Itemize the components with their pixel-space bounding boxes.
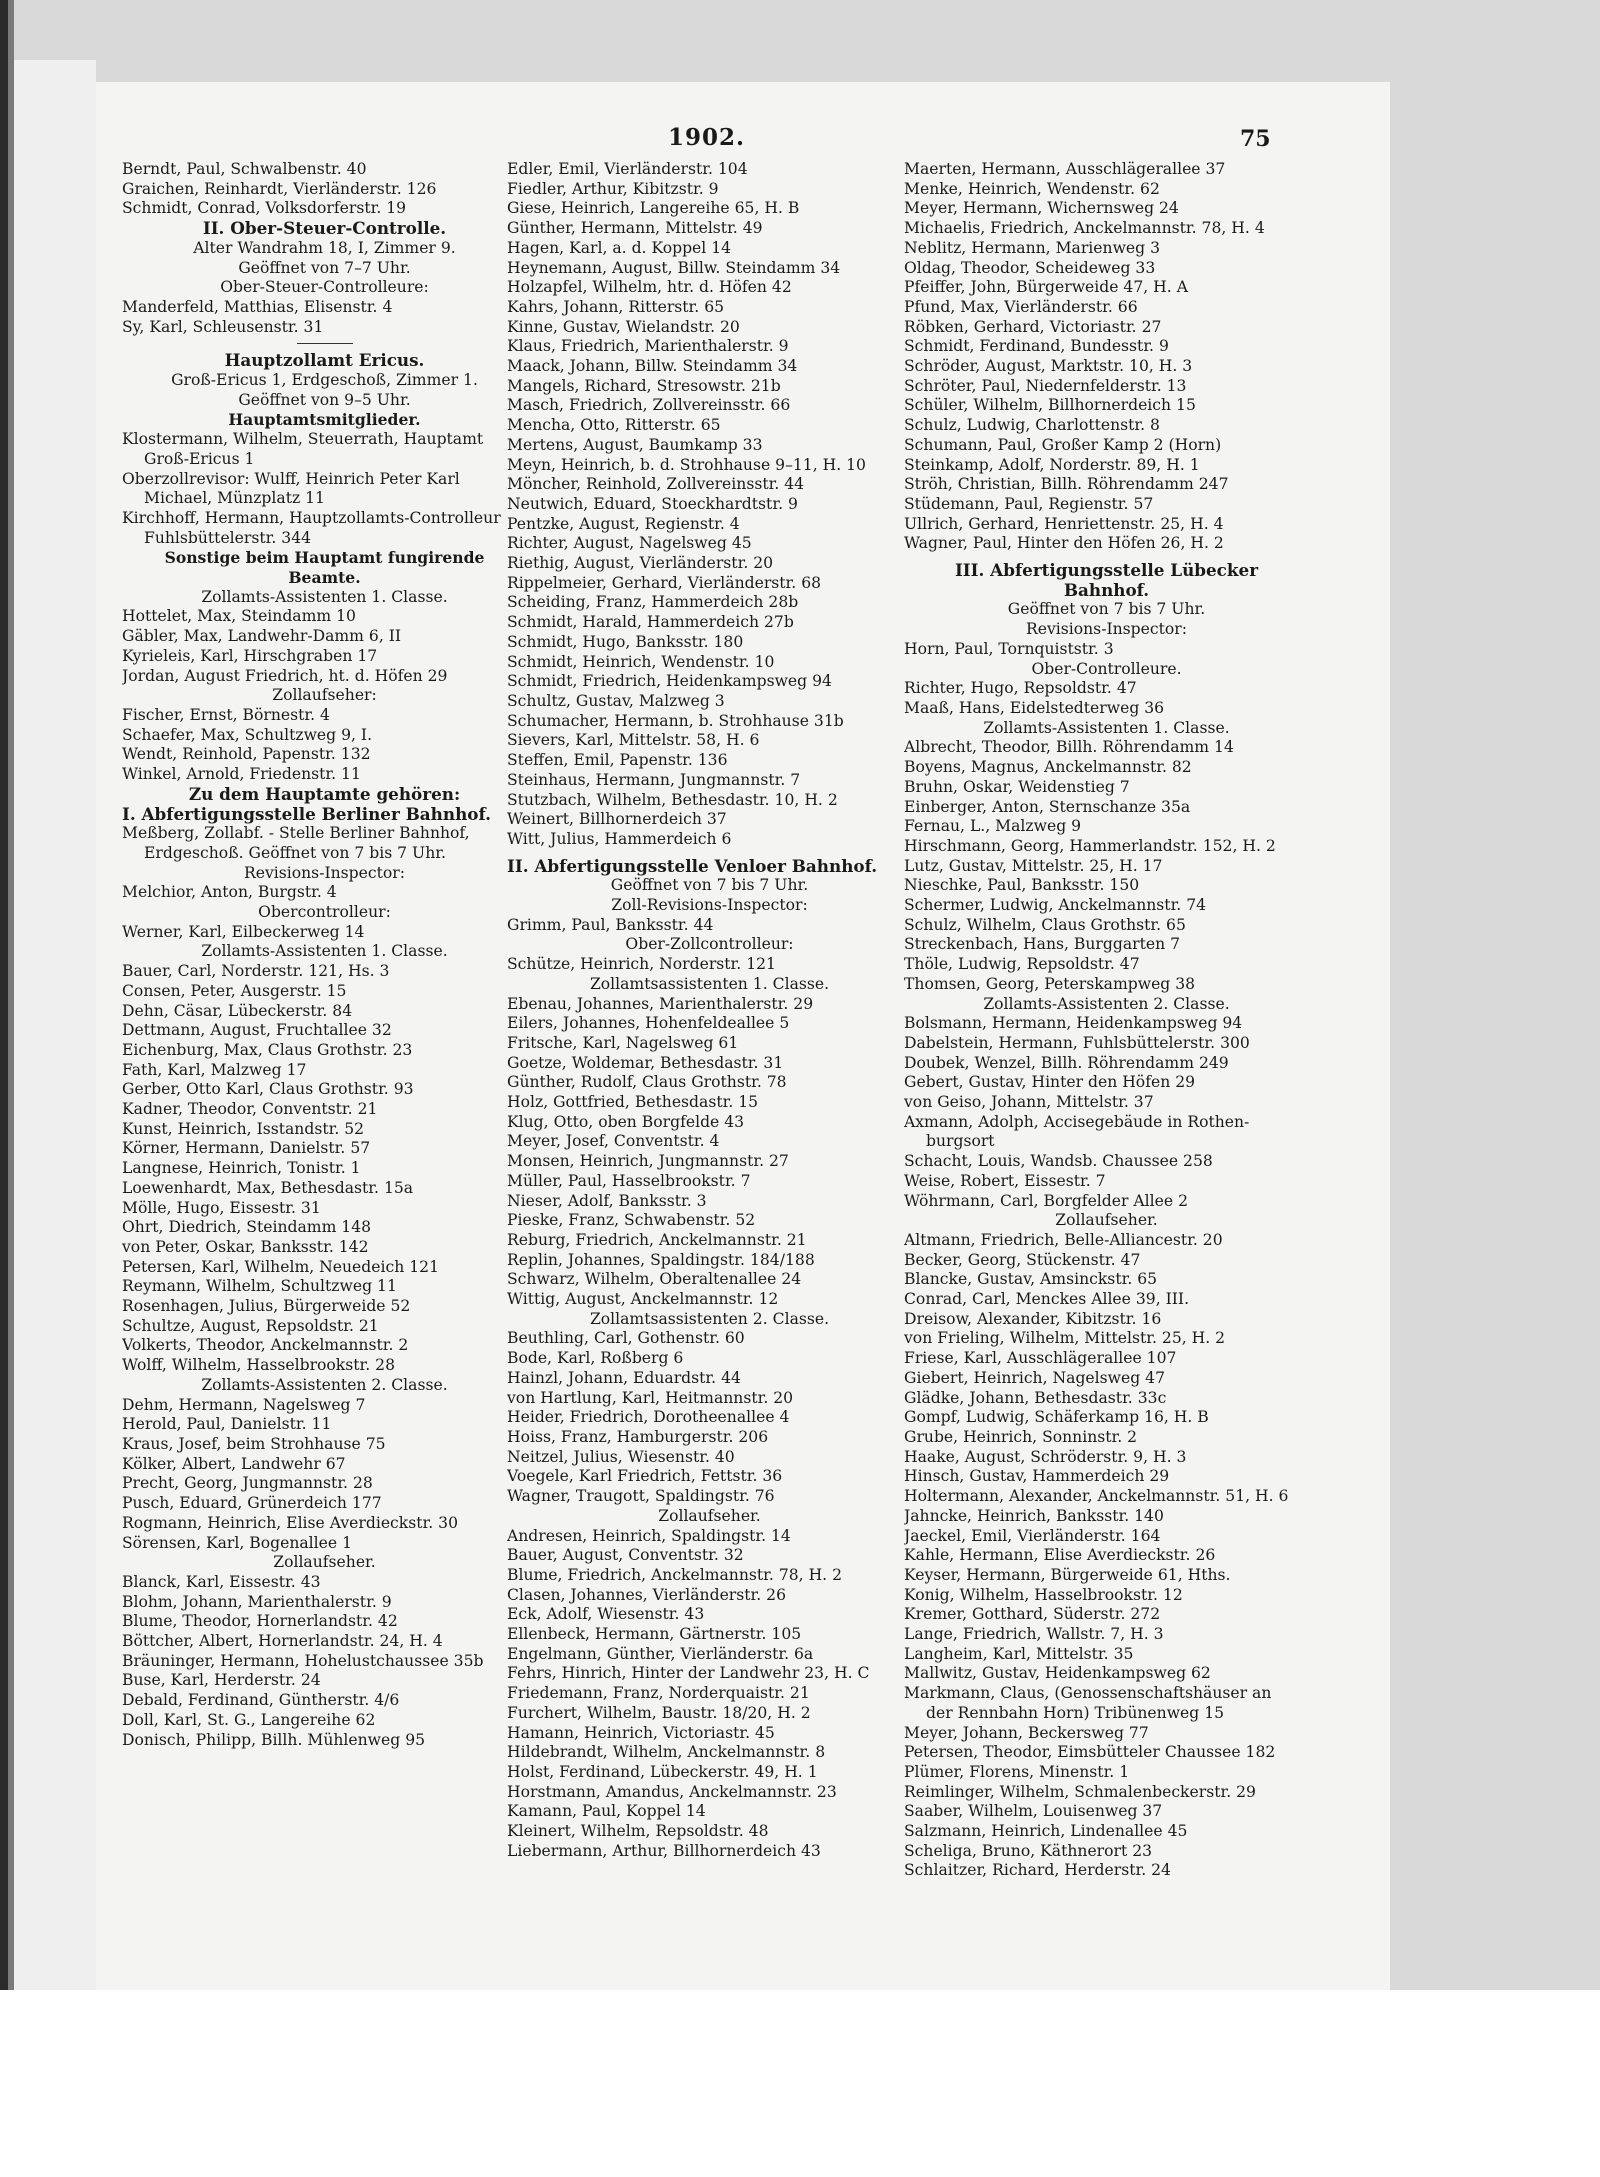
section-heading: I. Abfertigungsstelle Berliner Bahnhof.: [122, 804, 491, 824]
directory-line: Kremer, Gotthard, Süderstr. 272: [904, 1605, 1161, 1624]
directory-line: von Frieling, Wilhelm, Mittelstr. 25, H. 2: [904, 1329, 1226, 1348]
directory-line: Eilers, Johannes, Hohenfeldeallee 5: [507, 1014, 790, 1033]
directory-line: Thomsen, Georg, Peterskampweg 38: [904, 974, 1196, 993]
subheading: Hauptamtsmitglieder.: [228, 410, 421, 430]
directory-line: Donisch, Philipp, Billh. Mühlenweg 95: [122, 1730, 426, 1749]
subheading: Ober-Steuer-Controlleure:: [220, 278, 429, 297]
directory-line: Fischer, Ernst, Börnestr. 4: [122, 705, 330, 724]
directory-line: Maerten, Hermann, Ausschlägerallee 37: [904, 160, 1226, 178]
section-heading: Zu dem Hauptamte gehören:: [188, 784, 461, 804]
directory-line: Nieser, Adolf, Banksstr. 3: [507, 1191, 707, 1210]
directory-line: Eichenburg, Max, Claus Grothstr. 23: [122, 1040, 413, 1059]
directory-line: Dehn, Cäsar, Lübeckerstr. 84: [122, 1001, 353, 1020]
directory-line: Meyer, Hermann, Wichernsweg 24: [904, 199, 1179, 218]
directory-line: Schmidt, Friedrich, Heidenkampsweg 94: [507, 672, 832, 691]
directory-line: Salzmann, Heinrich, Lindenallee 45: [904, 1822, 1188, 1841]
subheading: Zollaufseher.: [273, 1553, 376, 1572]
directory-line: Kirchhoff, Hermann, Hauptzollamts-Controlleur: [122, 508, 501, 527]
directory-line: Blohm, Johann, Marienthalerstr. 9: [122, 1592, 392, 1611]
subheading: Zollamts-Assistenten 1. Classe.: [201, 942, 448, 961]
scan-binding-edge: [0, 0, 8, 1990]
directory-line: Schmidt, Conrad, Volksdorferstr. 19: [122, 199, 407, 218]
directory-line: Hottelet, Max, Steindamm 10: [122, 607, 356, 626]
directory-line: von Geiso, Johann, Mittelstr. 37: [904, 1093, 1154, 1112]
directory-line: Böttcher, Albert, Hornerlandstr. 24, H. 4: [122, 1632, 443, 1651]
directory-line: Mertens, August, Baumkamp 33: [507, 435, 763, 454]
directory-line: Stutzbach, Wilhelm, Bethesdastr. 10, H. 2: [507, 790, 838, 809]
directory-line: Pentzke, August, Regienstr. 4: [507, 514, 740, 533]
directory-line: Furchert, Wilhelm, Baustr. 18/20, H. 2: [507, 1703, 811, 1722]
directory-line: Liebermann, Arthur, Billhornerdeich 43: [507, 1841, 821, 1860]
directory-line: Schüler, Wilhelm, Billhornerdeich 15: [904, 396, 1196, 415]
directory-line: Dabelstein, Hermann, Fuhlsbüttelerstr. 300: [904, 1033, 1250, 1052]
directory-line: Kyrieleis, Karl, Hirschgraben 17: [122, 646, 378, 665]
directory-line: Rogmann, Heinrich, Elise Averdieckstr. 30: [122, 1513, 458, 1532]
subheading: Beamte.: [288, 568, 361, 588]
directory-line: Hagen, Karl, a. d. Koppel 14: [507, 238, 732, 257]
subheading: Zoll-Revisions-Inspector:: [611, 896, 808, 915]
directory-line: Ebenau, Johannes, Marienthalerstr. 29: [507, 994, 814, 1013]
directory-line: Schumacher, Hermann, b. Strohhause 31b: [507, 711, 844, 730]
directory-line: Fath, Karl, Malzweg 17: [122, 1060, 307, 1079]
subheading: Obercontrolleur:: [258, 903, 391, 922]
directory-line: Gompf, Ludwig, Schäferkamp 16, H. B: [904, 1408, 1209, 1427]
directory-line: Reimlinger, Wilhelm, Schmalenbeckerstr. 29: [904, 1782, 1256, 1801]
spacer: [904, 554, 1309, 561]
subheading: Geöffnet von 9–5 Uhr.: [238, 390, 411, 409]
subheading: Ober-Controlleure.: [1031, 659, 1182, 678]
directory-line: Grimm, Paul, Banksstr. 44: [507, 915, 714, 934]
directory-line: Schermer, Ludwig, Anckelmannstr. 74: [904, 896, 1207, 915]
directory-line: Schröter, Paul, Niedernfelderstr. 13: [904, 376, 1187, 395]
directory-line: Kadner, Theodor, Conventstr. 21: [122, 1100, 378, 1119]
directory-line: Wendt, Reinhold, Papenstr. 132: [122, 745, 371, 764]
directory-line: Mangels, Richard, Stresowstr. 21b: [507, 376, 781, 395]
directory-line: Hoiss, Franz, Hamburgerstr. 206: [507, 1428, 769, 1446]
directory-line: Holst, Ferdinand, Lübeckerstr. 49, H. 1: [507, 1762, 818, 1781]
directory-line: Klug, Otto, oben Borgfelde 43: [507, 1112, 745, 1131]
subheading: Zollamtsassistenten 1. Classe.: [589, 974, 830, 993]
directory-line-continuation: Fuhlsbüttelerstr. 344: [144, 528, 312, 547]
subheading: Sonstige beim Hauptamt fungirende: [164, 548, 485, 568]
directory-line: Kunst, Heinrich, Isstandstr. 52: [122, 1119, 365, 1138]
directory-line: Replin, Johannes, Spaldingstr. 184/188: [507, 1250, 815, 1269]
directory-line: Neitzel, Julius, Wiesenstr. 40: [507, 1447, 735, 1466]
directory-line: Blume, Friedrich, Anckelmannstr. 78, H. 2: [507, 1565, 843, 1584]
directory-line: Schröder, August, Marktstr. 10, H. 3: [904, 357, 1193, 376]
directory-line: Bode, Karl, Roßberg 6: [507, 1349, 684, 1368]
directory-line: Nieschke, Paul, Banksstr. 150: [904, 876, 1140, 895]
directory-line: Buse, Karl, Herderstr. 24: [122, 1671, 321, 1690]
directory-line-continuation: Erdgeschoß. Geöffnet von 7 bis 7 Uhr.: [144, 843, 446, 862]
directory-line: Fehrs, Hinrich, Hinter der Landwehr 23, H. C: [507, 1664, 870, 1683]
subheading: Ober-Zollcontrolleur:: [625, 935, 794, 954]
section-heading: III. Abfertigungsstelle Lübecker: [954, 561, 1259, 581]
directory-line: Schultze, August, Repsoldstr. 21: [122, 1316, 379, 1335]
directory-line: Schlaitzer, Richard, Herderstr. 24: [904, 1861, 1171, 1880]
directory-line: Becker, Georg, Stückenstr. 47: [904, 1250, 1141, 1269]
directory-line: Monsen, Heinrich, Jungmannstr. 27: [507, 1152, 789, 1171]
directory-line: Voegele, Karl Friedrich, Fettstr. 36: [507, 1467, 783, 1486]
directory-line: Reymann, Wilhelm, Schultzweg 11: [122, 1277, 397, 1296]
directory-line: Schmidt, Ferdinand, Bundesstr. 9: [904, 337, 1169, 356]
directory-line: Kahrs, Johann, Ritterstr. 65: [507, 297, 725, 316]
directory-line: Ullrich, Gerhard, Henriettenstr. 25, H. 4: [904, 514, 1224, 533]
directory-line: Andresen, Heinrich, Spaldingstr. 14: [507, 1526, 791, 1545]
directory-line: Maaß, Hans, Eidelstedterweg 36: [904, 698, 1165, 717]
directory-line: Meyn, Heinrich, b. d. Strohhause 9–11, H. 10: [507, 455, 866, 474]
page-number: 75: [1240, 126, 1271, 152]
directory-line: Clasen, Johannes, Vierländerstr. 26: [507, 1585, 787, 1604]
directory-line-continuation: Michael, Münzplatz 11: [144, 489, 325, 508]
directory-line: Bolsmann, Hermann, Heidenkampsweg 94: [904, 1014, 1243, 1033]
directory-line: Giese, Heinrich, Langereihe 65, H. B: [507, 199, 800, 218]
directory-line: Steinkamp, Adolf, Norderstr. 89, H. 1: [904, 455, 1200, 474]
directory-line: Scheiding, Franz, Hammerdeich 28b: [507, 593, 799, 612]
directory-line: Saaber, Wilhelm, Louisenweg 37: [904, 1802, 1163, 1821]
directory-line: Bräuninger, Hermann, Hohelustchaussee 35b: [122, 1651, 484, 1670]
directory-line: Heider, Friedrich, Dorotheenallee 4: [507, 1408, 790, 1427]
directory-line: Pfeiffer, John, Bürgerweide 47, H. A: [904, 278, 1188, 297]
directory-line: Glädke, Johann, Bethesdastr. 33c: [904, 1388, 1167, 1407]
directory-line: Neblitz, Hermann, Marienweg 3: [904, 238, 1161, 257]
directory-line: Albrecht, Theodor, Billh. Röhrendamm 14: [904, 738, 1234, 757]
directory-line: Friese, Karl, Ausschlägerallee 107: [904, 1349, 1177, 1368]
directory-line: Wagner, Paul, Hinter den Höfen 26, H. 2: [904, 534, 1224, 553]
directory-line: Graichen, Reinhardt, Vierländerstr. 126: [122, 179, 437, 198]
directory-line: Maack, Johann, Billw. Steindamm 34: [507, 357, 798, 376]
directory-line: Günther, Hermann, Mittelstr. 49: [507, 219, 763, 238]
directory-line: Axmann, Adolph, Accisegebäude in Rothen-: [904, 1112, 1250, 1131]
directory-line: Schumann, Paul, Großer Kamp 2 (Horn): [904, 435, 1222, 454]
directory-line: Scheliga, Bruno, Käthnerort 23: [904, 1841, 1153, 1860]
subheading: Zollaufseher.: [658, 1506, 761, 1525]
directory-line: Dettmann, August, Fruchtallee 32: [122, 1021, 392, 1040]
directory-line: Blume, Theodor, Hornerlandstr. 42: [122, 1612, 398, 1631]
directory-line: Hamann, Heinrich, Victoriastr. 45: [507, 1723, 775, 1742]
subheading: Zollamts-Assistenten 2. Classe.: [983, 994, 1230, 1013]
directory-line: Pfund, Max, Vierländerstr. 66: [904, 297, 1138, 316]
directory-line: Bruhn, Oskar, Weidenstieg 7: [904, 777, 1130, 796]
subheading: Zollamts-Assistenten 1. Classe.: [201, 587, 448, 606]
subheading: Geöffnet von 7 bis 7 Uhr.: [1007, 600, 1206, 619]
directory-line: Hildebrandt, Wilhelm, Anckelmannstr. 8: [507, 1743, 826, 1762]
directory-line-continuation: burgsort: [926, 1132, 995, 1151]
directory-line: Heynemann, August, Billw. Steindamm 34: [507, 258, 841, 277]
directory-line: Steinhaus, Hermann, Jungmannstr. 7: [507, 770, 801, 789]
directory-line: Wagner, Traugott, Spaldingstr. 76: [507, 1487, 775, 1506]
subheading: Revisions-Inspector:: [1026, 620, 1187, 639]
directory-line: Günther, Rudolf, Claus Grothstr. 78: [507, 1073, 787, 1092]
directory-line: Wöhrmann, Carl, Borgfelder Allee 2: [904, 1191, 1188, 1210]
directory-line: Plümer, Florens, Minenstr. 1: [904, 1762, 1130, 1781]
subheading: Revisions-Inspector:: [244, 863, 405, 882]
directory-line: Meßberg, Zollabf. - Stelle Berliner Bahnhof,: [122, 824, 470, 843]
directory-line: Gäbler, Max, Landwehr-Damm 6, II: [122, 627, 402, 646]
directory-line: Schulz, Ludwig, Charlottenstr. 8: [904, 416, 1160, 435]
directory-line: Debald, Ferdinand, Güntherstr. 4/6: [122, 1691, 400, 1710]
spacer: [507, 850, 912, 857]
directory-line: Bauer, August, Conventstr. 32: [507, 1546, 744, 1565]
directory-line: Kamann, Paul, Koppel 14: [507, 1802, 706, 1821]
directory-line: Holz, Gottfried, Bethesdastr. 15: [507, 1093, 759, 1112]
directory-line: Langnese, Heinrich, Tonistr. 1: [122, 1159, 361, 1178]
directory-line: Sy, Karl, Schleusenstr. 31: [122, 317, 324, 336]
directory-line: Neutwich, Eduard, Stoeckhardtstr. 9: [507, 494, 798, 513]
directory-line: Kleinert, Wilhelm, Repsoldstr. 48: [507, 1822, 769, 1841]
section-heading: Bahnhof.: [1063, 580, 1150, 600]
directory-line: Meyer, Johann, Beckersweg 77: [904, 1723, 1149, 1742]
directory-line: Horstmann, Amandus, Anckelmannstr. 23: [507, 1782, 837, 1801]
directory-line: Altmann, Friedrich, Belle-Alliancestr. 20: [904, 1230, 1223, 1249]
directory-line: Oldag, Theodor, Scheideweg 33: [904, 258, 1156, 277]
directory-line: Reburg, Friedrich, Anckelmannstr. 21: [507, 1230, 807, 1249]
directory-line: Kinne, Gustav, Wielandstr. 20: [507, 317, 740, 336]
directory-line: Witt, Julius, Hammerdeich 6: [507, 829, 732, 848]
directory-line: Schmidt, Harald, Hammerdeich 27b: [507, 613, 794, 632]
subheading: Geöffnet von 7–7 Uhr.: [238, 258, 411, 277]
directory-line: von Hartlung, Karl, Heitmannstr. 20: [507, 1388, 794, 1407]
directory-line: Eck, Adolf, Wiesenstr. 43: [507, 1605, 705, 1624]
section-divider: [297, 343, 353, 344]
directory-line: Edler, Emil, Vierländerstr. 104: [507, 160, 748, 178]
directory-line: Sörensen, Karl, Bogenallee 1: [122, 1533, 352, 1552]
directory-line: Kahle, Hermann, Elise Averdieckstr. 26: [904, 1546, 1216, 1565]
directory-line: Fiedler, Arthur, Kibitzstr. 9: [507, 179, 719, 198]
page-year: 1902.: [668, 124, 746, 151]
directory-line: Boyens, Magnus, Anckelmannstr. 82: [904, 758, 1192, 777]
directory-line: Richter, Hugo, Repsoldstr. 47: [904, 679, 1137, 698]
directory-line: Körner, Hermann, Danielstr. 57: [122, 1139, 371, 1158]
directory-line: Sievers, Karl, Mittelstr. 58, H. 6: [507, 731, 760, 750]
directory-line: Schultz, Gustav, Malzweg 3: [507, 691, 725, 710]
directory-line: Wittig, August, Anckelmannstr. 12: [507, 1290, 779, 1309]
directory-line: Schütze, Heinrich, Norderstr. 121: [507, 955, 776, 974]
directory-line: Kölker, Albert, Landwehr 67: [122, 1454, 346, 1473]
section-heading: II. Abfertigungsstelle Venloer Bahnhof.: [507, 856, 878, 876]
directory-line: Oberzollrevisor: Wulff, Heinrich Peter Karl: [122, 469, 460, 488]
directory-line: Steffen, Emil, Papenstr. 136: [507, 751, 728, 770]
directory-line: Dreisow, Alexander, Kibitzstr. 16: [904, 1309, 1162, 1328]
directory-line: Consen, Peter, Ausgerstr. 15: [122, 981, 347, 1000]
directory-line: Conrad, Carl, Menckes Allee 39, III.: [904, 1290, 1190, 1309]
subheading: Zollaufseher:: [272, 686, 377, 705]
directory-line: Meyer, Josef, Conventstr. 4: [507, 1132, 720, 1151]
directory-line: Doll, Karl, St. G., Langereihe 62: [122, 1710, 376, 1729]
directory-line: Engelmann, Günther, Vierländerstr. 6a: [507, 1644, 814, 1663]
directory-line: Precht, Georg, Jungmannstr. 28: [122, 1474, 373, 1493]
directory-line: Winkel, Arnold, Friedenstr. 11: [122, 765, 361, 784]
directory-line: Blanck, Karl, Eissestr. 43: [122, 1572, 321, 1591]
subheading: Zollamtsassistenten 2. Classe.: [589, 1309, 830, 1328]
directory-line: Möncher, Reinhold, Zollvereinsstr. 44: [507, 475, 805, 494]
directory-line: Fernau, L., Malzweg 9: [904, 817, 1082, 836]
directory-line: Mencha, Otto, Ritterstr. 65: [507, 416, 721, 435]
directory-line: Pusch, Eduard, Grünerdeich 177: [122, 1494, 382, 1513]
directory-line: Riethig, August, Vierländerstr. 20: [507, 554, 774, 573]
directory-line: Rosenhagen, Julius, Bürgerweide 52: [122, 1297, 411, 1316]
directory-line: Jahncke, Heinrich, Banksstr. 140: [904, 1506, 1164, 1525]
directory-line: Schwarz, Wilhelm, Oberaltenallee 24: [507, 1270, 802, 1289]
directory-line: Hirschmann, Georg, Hammerlandstr. 152, H. 2: [904, 836, 1276, 855]
directory-line: Menke, Heinrich, Wendenstr. 62: [904, 179, 1160, 198]
section-heading: Hauptzollamt Ericus.: [224, 351, 425, 371]
section-heading: II. Ober-Steuer-Controlle.: [202, 219, 447, 239]
directory-line: Schmidt, Hugo, Banksstr. 180: [507, 632, 744, 651]
subheading: Zollamts-Assistenten 2. Classe.: [201, 1375, 448, 1394]
directory-line: Keyser, Hermann, Bürgerweide 61, Hths.: [904, 1565, 1231, 1584]
directory-line: Rippelmeier, Gerhard, Vierländerstr. 68: [507, 573, 822, 592]
directory-line: Holtermann, Alexander, Anckelmannstr. 51, H. 6: [904, 1487, 1289, 1506]
directory-line: Lange, Friedrich, Wallstr. 7, H. 3: [904, 1625, 1164, 1644]
directory-line: Mallwitz, Gustav, Heidenkampsweg 62: [904, 1664, 1211, 1683]
directory-line: Manderfeld, Matthias, Elisenstr. 4: [122, 297, 393, 316]
directory-line: Weinert, Billhornerdeich 37: [507, 810, 727, 829]
directory-line: Masch, Friedrich, Zollvereinsstr. 66: [507, 396, 791, 415]
directory-line: Schmidt, Heinrich, Wendenstr. 10: [507, 652, 775, 671]
directory-line: Hainzl, Johann, Eduardstr. 44: [507, 1368, 741, 1387]
directory-line: Einberger, Anton, Sternschanze 35a: [904, 797, 1191, 816]
directory-line: Gerber, Otto Karl, Claus Grothstr. 93: [122, 1080, 414, 1099]
bottom-margin: [0, 1990, 1600, 2177]
directory-line: Wolff, Wilhelm, Hasselbrookstr. 28: [122, 1356, 396, 1375]
directory-line: Blancke, Gustav, Amsinckstr. 65: [904, 1270, 1158, 1289]
directory-line: Grube, Heinrich, Sonninstr. 2: [904, 1428, 1138, 1446]
directory-line: Thöle, Ludwig, Repsoldstr. 47: [904, 955, 1140, 974]
directory-line: Berndt, Paul, Schwalbenstr. 40: [122, 160, 367, 178]
directory-line: Michaelis, Friedrich, Anckelmannstr. 78, H. 4: [904, 219, 1265, 238]
directory-line: Dehm, Hermann, Nagelsweg 7: [122, 1395, 366, 1414]
directory-line: Langheim, Karl, Mittelstr. 35: [904, 1644, 1134, 1663]
facing-page-edge: [14, 60, 96, 1990]
directory-line: Stüdemann, Paul, Regienstr. 57: [904, 494, 1154, 513]
directory-line: Ellenbeck, Hermann, Gärtnerstr. 105: [507, 1625, 802, 1644]
subheading: Alter Wandrahm 18, I, Zimmer 9.: [193, 238, 456, 257]
directory-line: Röbken, Gerhard, Victoriastr. 27: [904, 317, 1162, 336]
directory-line: Kraus, Josef, beim Strohhause 75: [122, 1435, 386, 1453]
directory-line: Herold, Paul, Danielstr. 11: [122, 1415, 332, 1434]
subheading: Geöffnet von 7 bis 7 Uhr.: [610, 876, 809, 895]
directory-line: Klaus, Friedrich, Marienthalerstr. 9: [507, 337, 789, 356]
directory-line: Ströh, Christian, Billh. Röhrendamm 247: [904, 475, 1229, 494]
directory-line: Fritsche, Karl, Nagelsweg 61: [507, 1033, 739, 1052]
directory-line-continuation: der Rennbahn Horn) Tribünenweg 15: [926, 1703, 1225, 1722]
directory-line: Hinsch, Gustav, Hammerdeich 29: [904, 1467, 1170, 1486]
directory-line: Ohrt, Diedrich, Steindamm 148: [122, 1218, 372, 1237]
directory-line: Klostermann, Wilhelm, Steuerrath, Hauptamt: [122, 430, 484, 449]
directory-line: Pieske, Franz, Schwabenstr. 52: [507, 1211, 756, 1230]
directory-line: Petersen, Theodor, Eimsbütteler Chaussee 182: [904, 1743, 1276, 1762]
directory-line: Mölle, Hugo, Eissestr. 31: [122, 1198, 321, 1217]
directory-line: Haake, August, Schröderstr. 9, H. 3: [904, 1447, 1187, 1466]
directory-line: von Peter, Oskar, Banksstr. 142: [122, 1237, 369, 1256]
directory-line: Loewenhardt, Max, Bethesdastr. 15a: [122, 1178, 414, 1197]
directory-line: Volkerts, Theodor, Anckelmannstr. 2: [122, 1336, 409, 1355]
text-column-middle: [507, 160, 912, 1861]
directory-line: Melchior, Anton, Burgstr. 4: [122, 883, 337, 902]
text-column-right: [904, 160, 1309, 1881]
directory-line: Jaeckel, Emil, Vierländerstr. 164: [904, 1526, 1161, 1545]
directory-line-continuation: Groß-Ericus 1: [144, 449, 255, 468]
directory-line: Holzapfel, Wilhelm, htr. d. Höfen 42: [507, 278, 792, 297]
directory-line: Richter, August, Nagelsweg 45: [507, 534, 752, 553]
directory-line: Schaefer, Max, Schultzweg 9, I.: [122, 725, 373, 744]
directory-line: Weise, Robert, Eissestr. 7: [904, 1171, 1106, 1190]
directory-line: Müller, Paul, Hasselbrookstr. 7: [507, 1171, 751, 1190]
directory-line: Werner, Karl, Eilbeckerweg 14: [122, 922, 365, 941]
directory-line: Doubek, Wenzel, Billh. Röhrendamm 249: [904, 1053, 1229, 1072]
subheading: Groß-Ericus 1, Erdgeschoß, Zimmer 1.: [171, 371, 478, 390]
directory-line: Schacht, Louis, Wandsb. Chaussee 258: [904, 1152, 1213, 1171]
directory-line: Horn, Paul, Tornquiststr. 3: [904, 639, 1114, 658]
text-column-left: [122, 160, 527, 1750]
directory-line: Goetze, Woldemar, Bethesdastr. 31: [507, 1053, 784, 1072]
directory-line: Beuthling, Carl, Gothenstr. 60: [507, 1329, 745, 1348]
directory-line: Friedemann, Franz, Norderquaistr. 21: [507, 1684, 810, 1703]
directory-line: Streckenbach, Hans, Burggarten 7: [904, 935, 1180, 954]
subheading: Zollaufseher.: [1055, 1211, 1158, 1230]
directory-line: Schulz, Wilhelm, Claus Grothstr. 65: [904, 915, 1186, 934]
directory-line: Petersen, Karl, Wilhelm, Neuedeich 121: [122, 1257, 439, 1276]
directory-line: Konig, Wilhelm, Hasselbrookstr. 12: [904, 1585, 1183, 1604]
directory-line: Markmann, Claus, (Genossenschaftshäuser an: [904, 1684, 1272, 1703]
directory-line: Bauer, Carl, Norderstr. 121, Hs. 3: [122, 962, 390, 981]
directory-line: Jordan, August Friedrich, ht. d. Höfen 29: [122, 666, 448, 685]
directory-line: Gebert, Gustav, Hinter den Höfen 29: [904, 1073, 1196, 1092]
directory-line: Lutz, Gustav, Mittelstr. 25, H. 17: [904, 856, 1163, 875]
directory-line: Giebert, Heinrich, Nagelsweg 47: [904, 1368, 1166, 1387]
subheading: Zollamts-Assistenten 1. Classe.: [983, 718, 1230, 737]
